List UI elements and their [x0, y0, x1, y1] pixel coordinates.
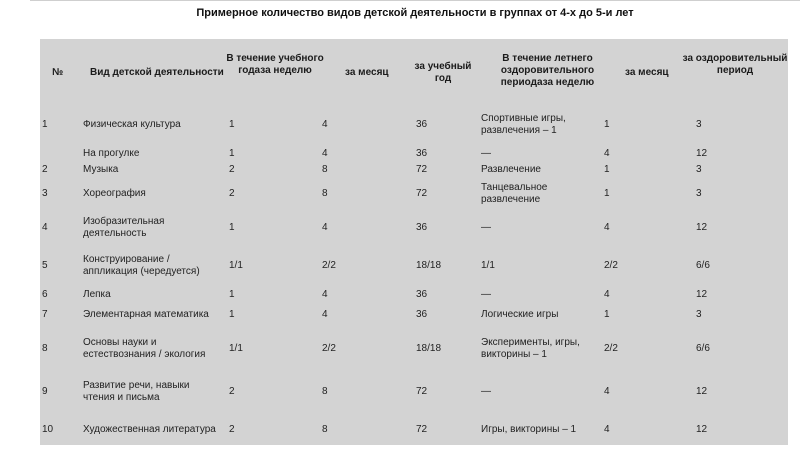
cell-summer-week: 1/1: [481, 260, 495, 271]
page-title: Примерное количество видов детской деятельности в группах от 4-х до 5-и лет: [196, 7, 634, 19]
cell-num: 7: [42, 309, 48, 320]
cell-summer-week: —: [481, 386, 491, 397]
cell-activity: Развитие речи, навыки чтения и письма: [83, 380, 190, 403]
cell-summer-week: Танцевальное развлечение: [481, 182, 548, 205]
header-activity: Вид детской деятельности: [90, 67, 224, 78]
cell-school-year: 36: [416, 222, 428, 233]
cell-activity: Изобразительная деятельность: [83, 216, 165, 239]
header-school-week: В течение учебного годаза неделю: [226, 53, 324, 76]
cell-school-week: 2: [229, 386, 235, 397]
cell-school-month: 4: [322, 119, 328, 130]
cell-summer-week: Развлечение: [481, 164, 541, 175]
header-summer-week: В течение летнего оздоровительного периодаза неделю: [500, 53, 595, 88]
cell-school-month: 8: [322, 424, 328, 435]
cell-school-month: 4: [322, 309, 328, 320]
cell-summer-month: 2/2: [604, 260, 618, 271]
cell-num: 4: [42, 222, 48, 233]
cell-summer-week: Логические игры: [481, 309, 559, 320]
cell-summer-period: 3: [696, 309, 702, 320]
header-num: №: [52, 67, 64, 78]
cell-summer-period: 12: [696, 424, 708, 435]
cell-summer-period: 3: [696, 164, 702, 175]
cell-summer-month: 4: [604, 289, 610, 300]
cell-school-year: 72: [416, 424, 428, 435]
cell-summer-month: 1: [604, 119, 610, 130]
header-school-month: за месяц: [345, 67, 389, 78]
cell-activity: На прогулке: [83, 148, 140, 159]
cell-num: 1: [42, 119, 48, 130]
cell-summer-week: Игры, викторины – 1: [481, 424, 577, 435]
cell-school-year: 72: [416, 188, 428, 199]
cell-school-week: 1: [229, 119, 235, 130]
cell-activity: Основы науки и естествознания / экология: [83, 337, 206, 360]
cell-school-month: 8: [322, 188, 328, 199]
header-school-year: за учебный год: [414, 61, 472, 84]
cell-school-year: 36: [416, 148, 428, 159]
cell-school-year: 18/18: [416, 343, 442, 354]
cell-summer-period: 3: [696, 119, 702, 130]
header-summer-period: за оздоровительный период: [682, 53, 788, 76]
cell-summer-month: 4: [604, 386, 610, 397]
cell-activity: Физическая культура: [83, 119, 181, 130]
cell-school-month: 8: [322, 164, 328, 175]
cell-school-year: 72: [416, 386, 428, 397]
cell-summer-month: 4: [604, 222, 610, 233]
cell-school-week: 1: [229, 309, 235, 320]
top-divider: [30, 0, 800, 1]
cell-school-year: 36: [416, 119, 428, 130]
cell-num: 3: [42, 188, 48, 199]
cell-school-year: 36: [416, 309, 428, 320]
cell-summer-period: 12: [696, 222, 708, 233]
cell-summer-month: 1: [604, 164, 610, 175]
cell-summer-week: Спортивные игры, развлечения – 1: [481, 113, 566, 136]
cell-summer-week: —: [481, 289, 491, 300]
cell-school-week: 1/1: [229, 260, 243, 271]
cell-summer-month: 4: [604, 424, 610, 435]
cell-num: 10: [42, 424, 54, 435]
cell-summer-period: 6/6: [696, 343, 710, 354]
cell-school-year: 72: [416, 164, 428, 175]
cell-summer-period: 3: [696, 188, 702, 199]
cell-school-week: 2: [229, 164, 235, 175]
cell-school-year: 36: [416, 289, 428, 300]
cell-school-month: 4: [322, 222, 328, 233]
cell-summer-week: Эксперименты, игры, викторины – 1: [481, 337, 580, 360]
cell-activity: Художественная литература: [83, 424, 216, 435]
cell-activity: Музыка: [83, 164, 119, 175]
cell-activity: Лепка: [83, 289, 111, 300]
cell-school-month: 2/2: [322, 260, 336, 271]
cell-num: 5: [42, 260, 48, 271]
cell-summer-week: —: [481, 222, 491, 233]
cell-school-week: 2: [229, 188, 235, 199]
header-summer-month: за месяц: [625, 67, 669, 78]
cell-summer-week: —: [481, 148, 491, 159]
cell-activity: Элементарная математика: [83, 309, 209, 320]
cell-school-week: 1: [229, 289, 235, 300]
cell-school-week: 1/1: [229, 343, 243, 354]
cell-summer-period: 12: [696, 148, 708, 159]
cell-num: 9: [42, 386, 48, 397]
activity-table: [40, 39, 788, 445]
cell-school-month: 2/2: [322, 343, 336, 354]
cell-summer-month: 4: [604, 148, 610, 159]
cell-school-year: 18/18: [416, 260, 442, 271]
cell-summer-period: 12: [696, 386, 708, 397]
cell-num: 6: [42, 289, 48, 300]
cell-summer-period: 12: [696, 289, 708, 300]
cell-num: 2: [42, 164, 48, 175]
cell-school-week: 1: [229, 148, 235, 159]
cell-activity: Конструирование / аппликация (чередуется): [83, 254, 200, 277]
cell-summer-month: 2/2: [604, 343, 618, 354]
cell-summer-month: 1: [604, 188, 610, 199]
cell-activity: Хореография: [83, 188, 146, 199]
cell-school-month: 8: [322, 386, 328, 397]
cell-school-week: 1: [229, 222, 235, 233]
cell-summer-month: 1: [604, 309, 610, 320]
cell-num: 8: [42, 343, 48, 354]
cell-school-month: 4: [322, 148, 328, 159]
cell-school-month: 4: [322, 289, 328, 300]
cell-school-week: 2: [229, 424, 235, 435]
cell-summer-period: 6/6: [696, 260, 710, 271]
